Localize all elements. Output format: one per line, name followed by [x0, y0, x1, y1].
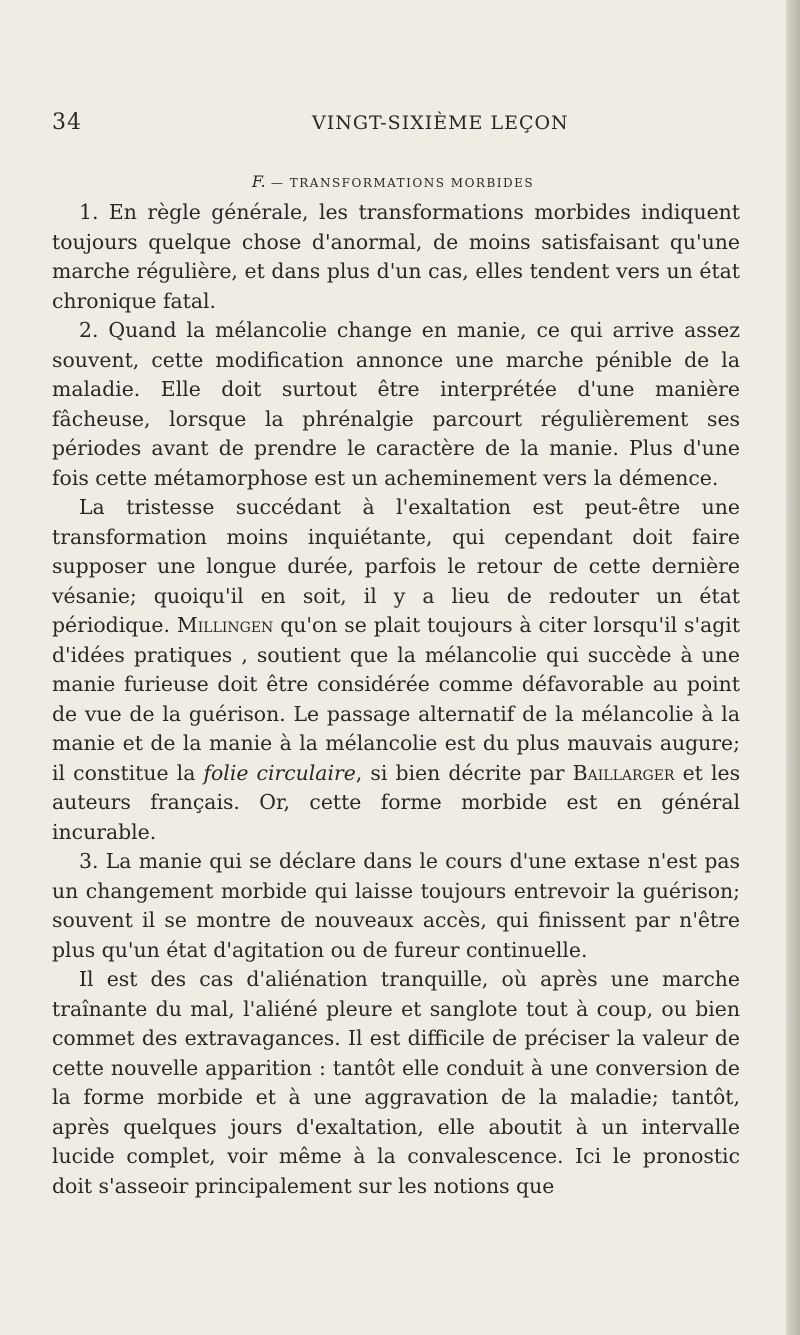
paragraph-4: 3. La manie qui se déclare dans le cours d'une extase n'est pas un changement morbide qui laisse toujours entrevoir la guérison; souvent il se montre de nouveaux accès, qui finissent par n'être plus qu'un état d'agitation ou de fureur continuelle.	[52, 849, 740, 962]
paragraph-3-text-e: , si bien décrite par	[355, 760, 565, 785]
section-dash: —	[270, 176, 285, 190]
body-text	[52, 198, 740, 1201]
term-folie-circulaire: folie circulaire	[203, 760, 356, 785]
author-baillarger: Baillarger	[572, 760, 675, 785]
author-millingen: Millingen	[176, 613, 274, 637]
paragraph-3	[52, 493, 740, 847]
paragraph-3-text-g: et les auteurs français. Or, cette forme morbide est en général incurable.	[52, 760, 741, 844]
page-number: 34	[52, 110, 82, 135]
paragraph-5: Il est des cas d'aliénation tranquille, où après une marche traînante du mal, l'aliéné pleure et sanglote tout à coup, ou bien commet des extravagances. Il est difficile de préciser la valeur de cette nouvelle apparition : tantôt elle conduit à une conversion de la forme morbide et à une aggravation de la maladie; tantôt, après quelques jours d'exaltation, elle aboutit à un intervalle lucide complet, voir même à la convalescence. Ici le pronostic doit s'asseoir principalement sur les notions que	[52, 967, 740, 1198]
running-head: VINGT-SIXIÈME LEÇON	[312, 112, 569, 134]
paragraph-3-text-a: La tristesse succédant à l'exaltation est peut-être une transformation moins inquiétante, qui cependant doit faire supposer une longue durée, parfois le retour de cette dernière vésanie; quoiqu'il en soit, il y a lieu de redouter un état périodique.	[52, 495, 740, 637]
section-title-text: TRANSFORMATIONS MORBIDES	[289, 176, 535, 190]
paragraph-3-text-c: qu'on se plait toujours à citer lorsqu'il s'agit d'idées pratiques , soutient que la mélancolie qui succède à une manie furieuse doit être considérée comme défavorable au point de vue de la guérison. Le passage alternatif de la mélancolie à la manie et de la manie à la mélancolie est du plus mauvais augure; il constitue la	[52, 613, 741, 785]
paragraph-2: 2. Quand la mélancolie change en manie, ce qui arrive assez souvent, cette modification annonce une marche pénible de la maladie. Elle doit surtout être interprétée d'une manière fâcheuse, lorsque la phrénalgie parcourt régulièrement ses périodes avant de prendre le caractère de la manie. Plus d'une fois cette métamorphose est un acheminement vers la démence.	[52, 318, 740, 490]
page-edge	[786, 0, 800, 1335]
section-letter: F.	[251, 172, 266, 191]
page-header	[52, 110, 742, 142]
paragraph-1: 1. En règle générale, les transformations morbides indiquent toujours quelque chose d'anormal, de moins satisfaisant qu'une marche régulière, et dans plus d'un cas, elles tendent vers un état chronique fatal.	[52, 200, 740, 313]
section-title	[0, 172, 786, 191]
